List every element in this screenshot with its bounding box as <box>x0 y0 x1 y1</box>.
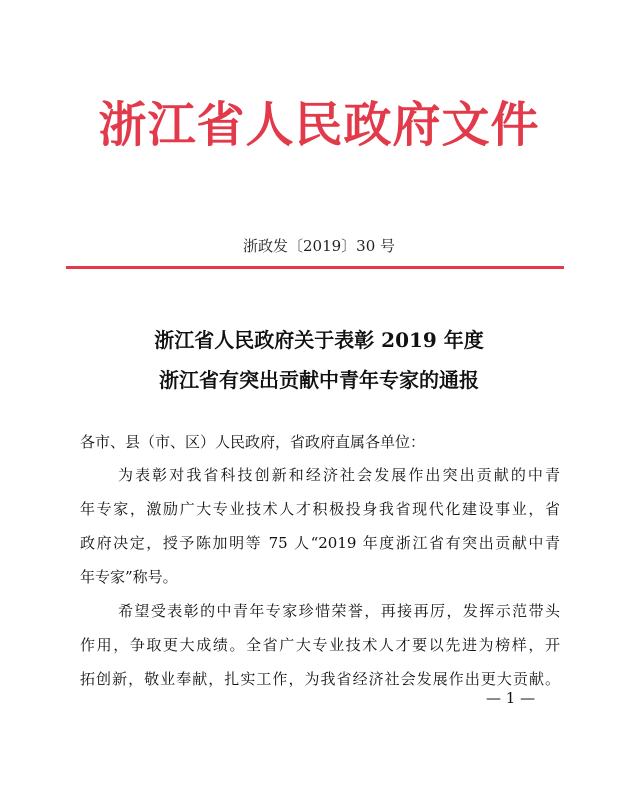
paragraph-line: 拓创新，敬业奉献，扎实工作，为我省经济社会发展作出更大贡献。 <box>80 670 560 688</box>
paragraph-line: 年专家，激励广大专业技术人才积极投身我省现代化建设事业，省 <box>80 500 560 518</box>
page-number: — 1 — <box>486 689 536 707</box>
salutation: 各市、县（市、区）人民政府，省政府直属各单位： <box>80 433 426 451</box>
paragraph-line: 年专家”称号。 <box>80 568 178 586</box>
body-paragraph-1 <box>80 458 560 594</box>
paragraph-line: 为表彰对我省科技创新和经济社会发展作出突出贡献的中青 <box>118 466 560 484</box>
document-number: 浙政发〔2019〕30 号 <box>242 237 396 255</box>
red-divider-rule <box>66 266 564 269</box>
document-title-line-1: 浙江省人民政府关于表彰 2019 年度 <box>154 328 484 352</box>
paragraph-line: 政府决定，授予陈加明等 75 人“2019 年度浙江省有突出贡献中青 <box>80 534 560 552</box>
document-title-line-2: 浙江省有突出贡献中青年专家的通报 <box>159 368 479 392</box>
paragraph-line: 希望受表彰的中青年专家珍惜荣誉，再接再厉，发挥示范带头 <box>118 602 560 620</box>
body-paragraph-2 <box>80 594 560 696</box>
document-masthead: 浙江省人民政府文件 <box>98 97 540 153</box>
paragraph-line: 作用，争取更大成绩。全省广大专业技术人才要以先进为榜样，开 <box>80 636 560 654</box>
